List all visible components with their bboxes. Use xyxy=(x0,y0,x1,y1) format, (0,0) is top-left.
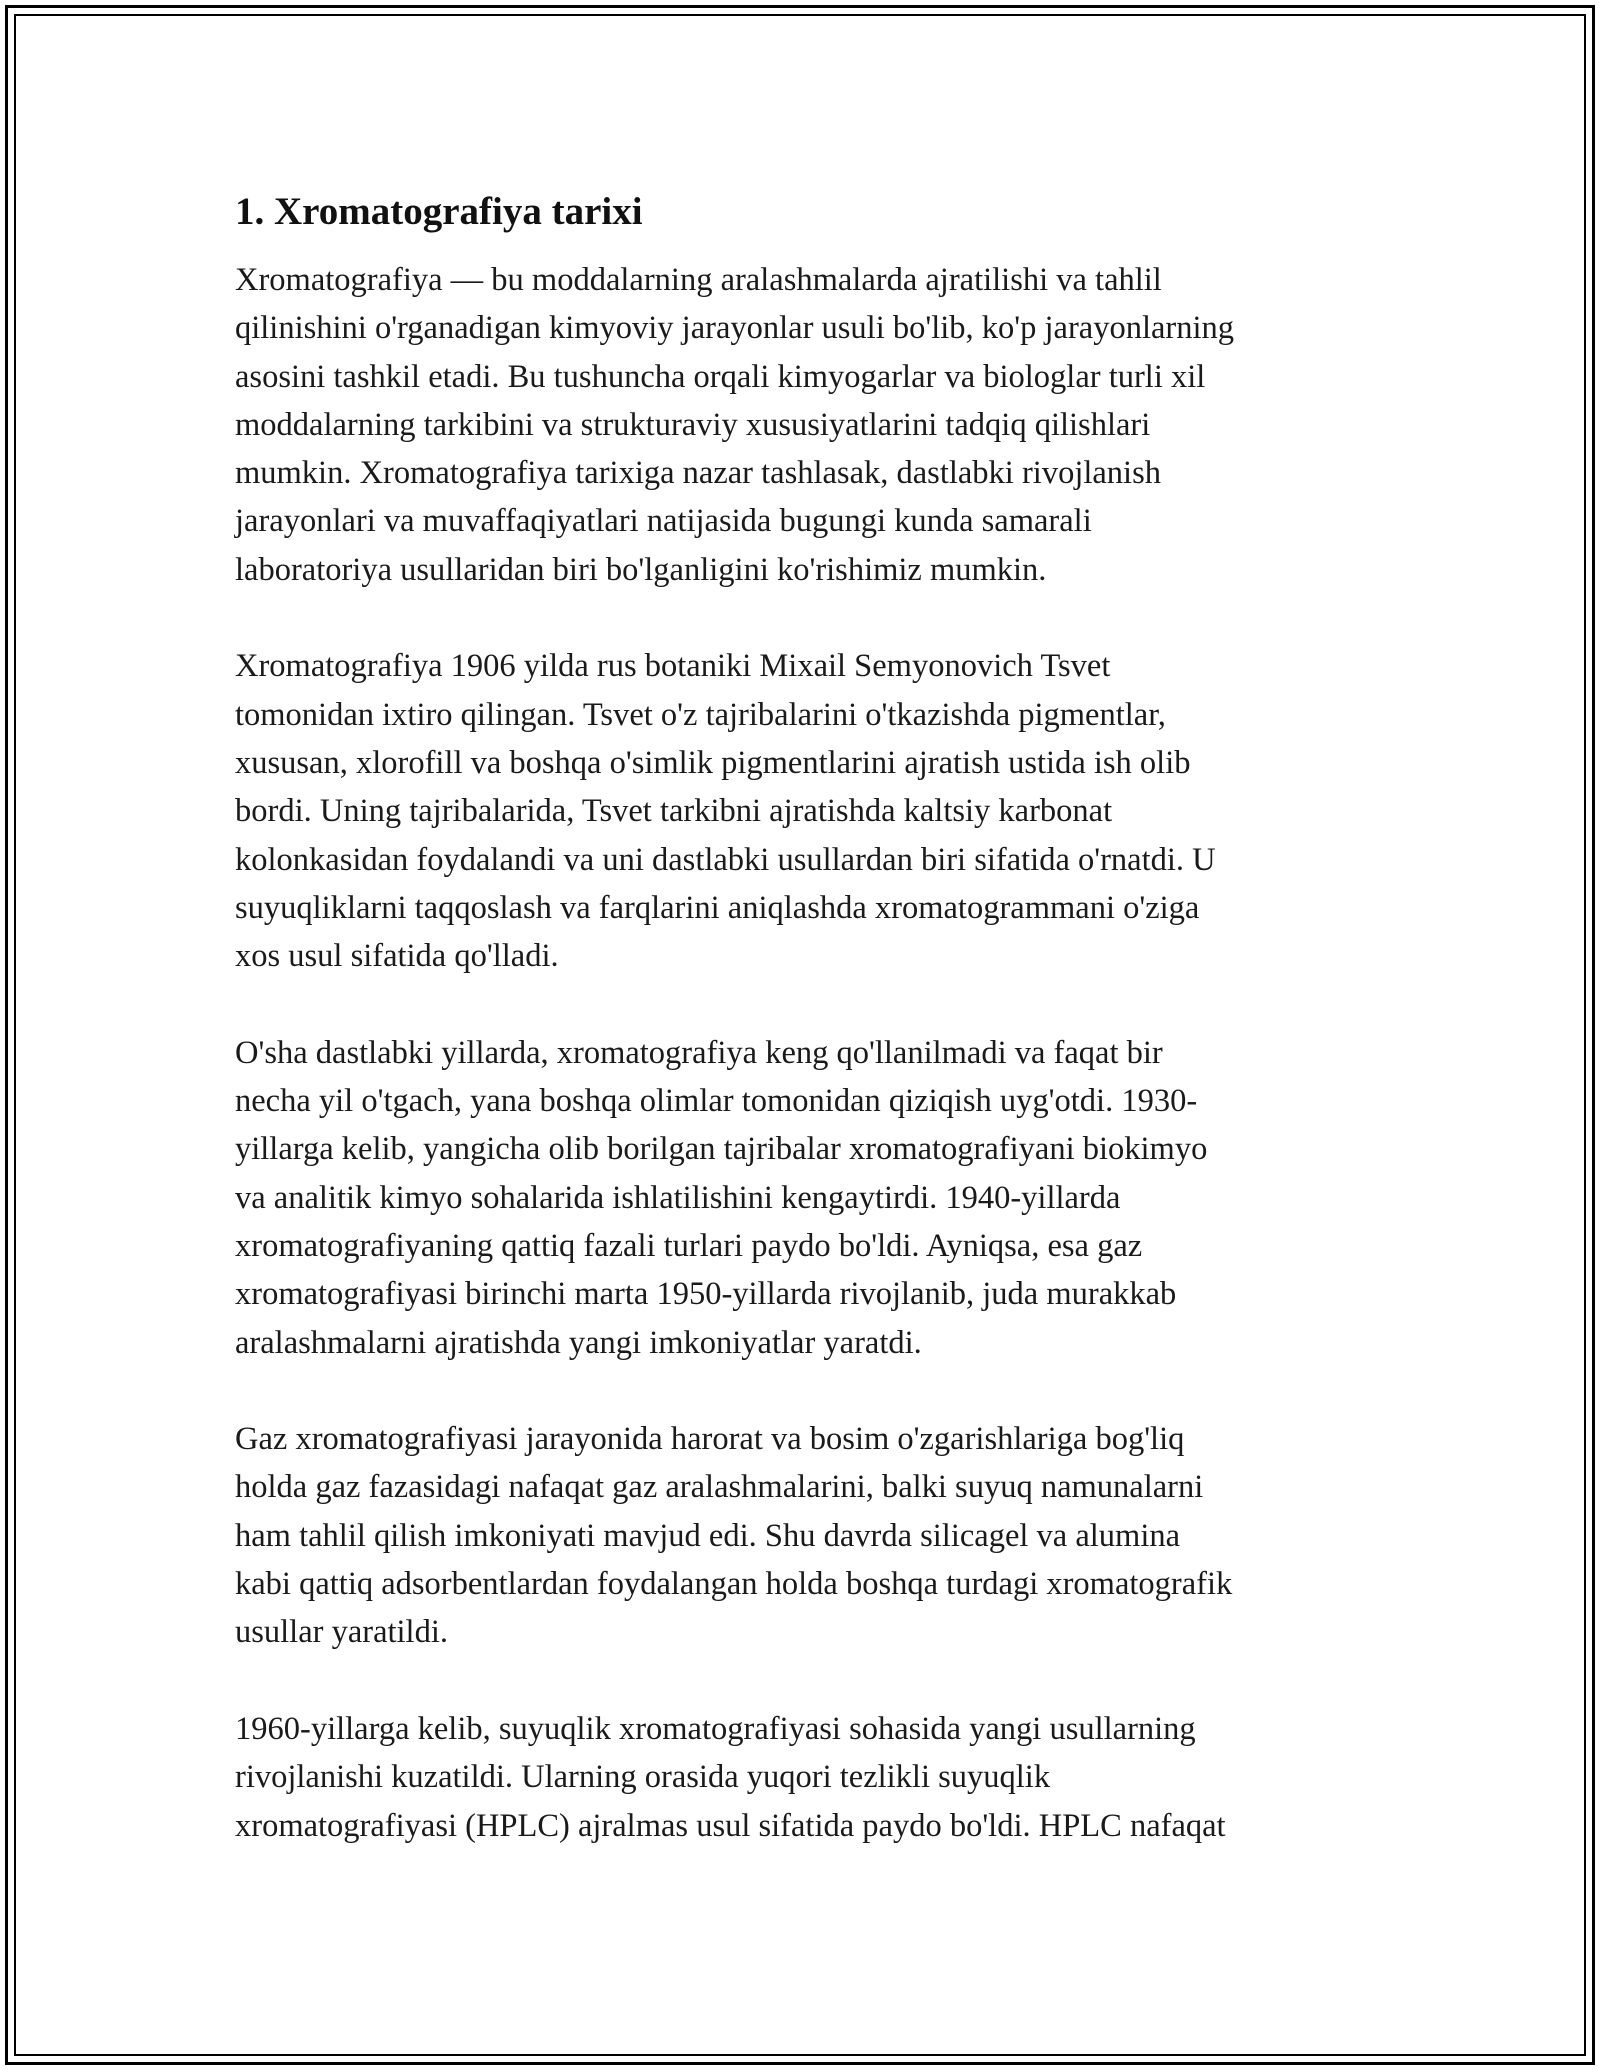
text-line: xos usul sifatida qo'lladi. xyxy=(235,938,559,975)
text-line: bordi. Uning tajribalarida, Tsvet tarkibni ajratishda kaltsiy karbonat xyxy=(235,793,1113,830)
text-line: rivojlanishi kuzatildi. Ularning orasida yuqori tezlikli suyuqlik xyxy=(235,1759,1051,1796)
text-line: xromatografiyaning qattiq fazali turlari paydo bo'ldi. Ayniqsa, esa gaz xyxy=(235,1227,1143,1264)
text-line: mumkin. Xromatografiya tarixiga nazar tashlasak, dastlabki rivojlanish xyxy=(235,455,1161,492)
paragraph xyxy=(235,1415,1375,1656)
text-line: xromatografiyasi birinchi marta 1950-yillarda rivojlanib, juda murakkab xyxy=(235,1276,1177,1313)
text-line: necha yil o'tgach, yana boshqa olimlar tomonidan qiziqish uyg'otdi. 1930- xyxy=(235,1083,1198,1120)
text-line: va analitik kimyo sohalarida ishlatilishini kengaytirdi. 1940-yillarda xyxy=(235,1179,1121,1216)
text-line: suyuqliklarni taqqoslash va farqlarini aniqlashda xromatogrammani o'ziga xyxy=(235,889,1200,926)
text-line: holda gaz fazasidagi nafaqat gaz aralashmalarini, balki suyuq namunalarni xyxy=(235,1469,1204,1506)
document-body xyxy=(235,186,1375,1898)
paragraph xyxy=(235,1029,1375,1367)
text-line: asosini tashkil etadi. Bu tushuncha orqali kimyogarlar va biologlar turli xil xyxy=(235,358,1206,395)
text-line: qilinishini o'rganadigan kimyoviy jarayonlar usuli bo'lib, ko'p jarayonlarning xyxy=(235,310,1235,347)
text-line: Xromatografiya — bu moddalarning aralashmalarda ajratilishi va tahlil xyxy=(235,262,1162,298)
text-line: laboratoriya usullaridan biri bo'lganligini ko'rishimiz mumkin. xyxy=(235,551,1047,588)
text-line: aralashmalarni ajratishda yangi imkoniyatlar yaratdi. xyxy=(235,1324,922,1361)
text-line: kabi qattiq adsorbentlardan foydalangan holda boshqa turdagi xromatografik xyxy=(235,1566,1233,1603)
paragraph xyxy=(235,642,1375,980)
section-title: 1. Xromatografiya tarixi xyxy=(235,190,643,233)
paragraph xyxy=(235,256,1375,594)
text-line: yillarga kelib, yangicha olib borilgan tajribalar xromatografiyani biokimyo xyxy=(235,1131,1208,1168)
text-line: jarayonlari va muvaffaqiyatlari natijasida bugungi kunda samarali xyxy=(235,503,1092,540)
text-line: 1960-yillarga kelib, suyuqlik xromatografiyasi sohasida yangi usullarning xyxy=(235,1710,1196,1747)
text-line: xususan, xlorofill va boshqa o'simlik pigmentlarini ajratish ustida ish olib xyxy=(235,744,1191,781)
text-line: kolonkasidan foydalandi va uni dastlabki usullardan biri sifatida o'rnatdi. U xyxy=(235,841,1216,878)
text-line: Xromatografiya 1906 yilda rus botaniki Mixail Semyonovich Tsvet xyxy=(235,648,1111,685)
paragraph xyxy=(235,1705,1375,1850)
paragraph-list xyxy=(235,256,1375,1850)
text-line: xromatografiyasi (HPLC) ajralmas usul sifatida paydo bo'ldi. HPLC nafaqat xyxy=(235,1807,1226,1844)
text-line: usullar yaratildi. xyxy=(235,1614,448,1651)
text-line: tomonidan ixtiro qilingan. Tsvet o'z tajribalarini o'tkazishda pigmentlar, xyxy=(235,696,1166,733)
text-line: O'sha dastlabki yillarda, xromatografiya keng qo'llanilmadi va faqat bir xyxy=(235,1034,1163,1071)
text-line: moddalarning tarkibini va strukturaviy xususiyatlarini tadqiq qilishlari xyxy=(235,406,1151,443)
text-line: ham tahlil qilish imkoniyati mavjud edi. Shu davrda silicagel va alumina xyxy=(235,1517,1181,1554)
text-line: Gaz xromatografiyasi jarayonida harorat va bosim o'zgarishlariga bog'liq xyxy=(235,1421,1185,1458)
